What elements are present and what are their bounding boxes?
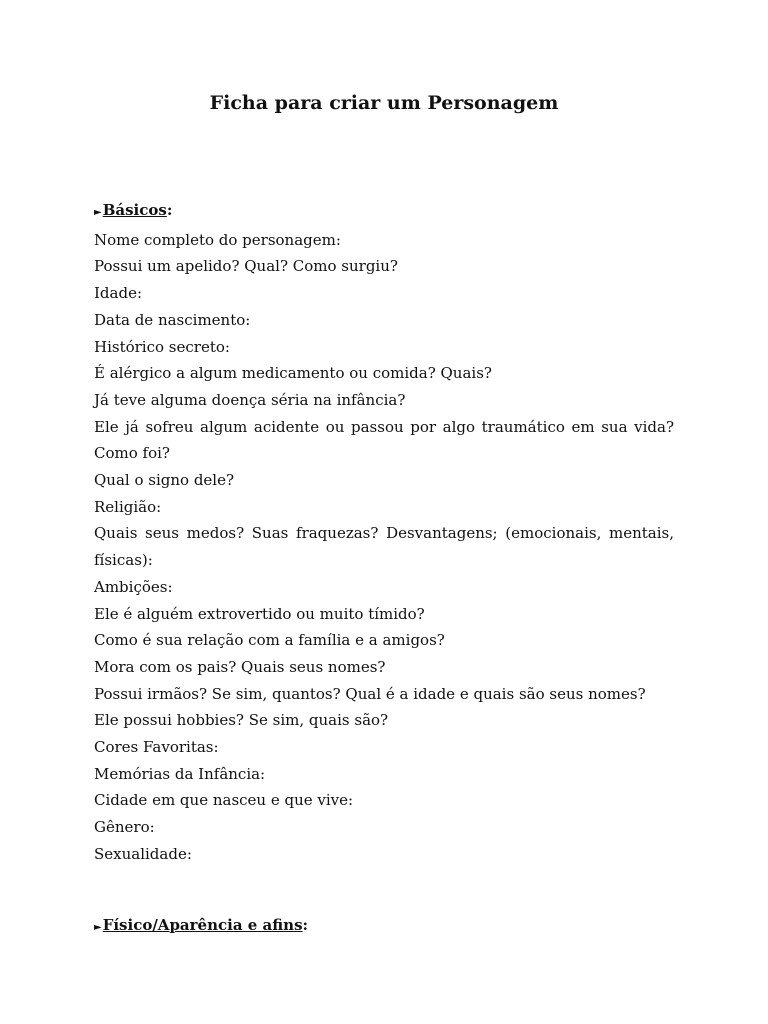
question-item: Idade:	[94, 284, 143, 303]
question-item: Data de nascimento:	[94, 310, 251, 329]
pointer-arrow-icon: ►	[94, 207, 102, 218]
section-heading	[94, 197, 674, 227]
section-heading-label: Básicos	[102, 201, 167, 219]
section-basicos	[94, 197, 674, 868]
section-heading	[94, 912, 674, 942]
question-item: Histórico secreto:	[94, 337, 230, 356]
question-item: É alérgico a algum medicamento ou comida? Quais?	[94, 364, 492, 383]
question-item: Memórias da Infância:	[94, 764, 266, 783]
question-item: Possui irmãos? Se sim, quantos? Qual é a idade e quais são seus nomes?	[94, 684, 646, 703]
section-fisico-aparencia	[94, 912, 674, 942]
question-list	[94, 227, 674, 868]
question-item: Possui um apelido? Qual? Como surgiu?	[94, 257, 398, 276]
question-item: Como é sua relação com a família e a amigos?	[94, 631, 445, 650]
question-item: Quais seus medos? Suas fraquezas? Desvantagens; (emocionais, mentais, físicas):	[94, 524, 674, 570]
section-heading-colon: :	[166, 201, 173, 219]
question-item: Qual o signo dele?	[94, 471, 235, 490]
question-item: Mora com os pais? Quais seus nomes?	[94, 657, 386, 676]
question-item: Nome completo do personagem:	[94, 230, 341, 249]
pointer-arrow-icon: ►	[94, 922, 102, 933]
question-item: Cores Favoritas:	[94, 738, 219, 757]
question-item: Gênero:	[94, 818, 155, 837]
question-item: Ele é alguém extrovertido ou muito tímido?	[94, 604, 425, 623]
section-heading-label: Físico/Aparência e afins	[102, 916, 303, 934]
question-item: Ele já sofreu algum acidente ou passou por algo traumático em sua vida? Como foi?	[94, 417, 674, 463]
section-heading-colon: :	[302, 916, 309, 934]
question-item: Cidade em que nasceu e que vive:	[94, 791, 354, 810]
question-item: Já teve alguma doença séria na infância?	[94, 390, 406, 409]
question-item: Ele possui hobbies? Se sim, quais são?	[94, 711, 389, 730]
question-item: Religião:	[94, 497, 162, 516]
question-item: Ambições:	[94, 577, 173, 596]
page-title: Ficha para criar um Personagem	[209, 92, 559, 114]
question-item: Sexualidade:	[94, 844, 192, 863]
